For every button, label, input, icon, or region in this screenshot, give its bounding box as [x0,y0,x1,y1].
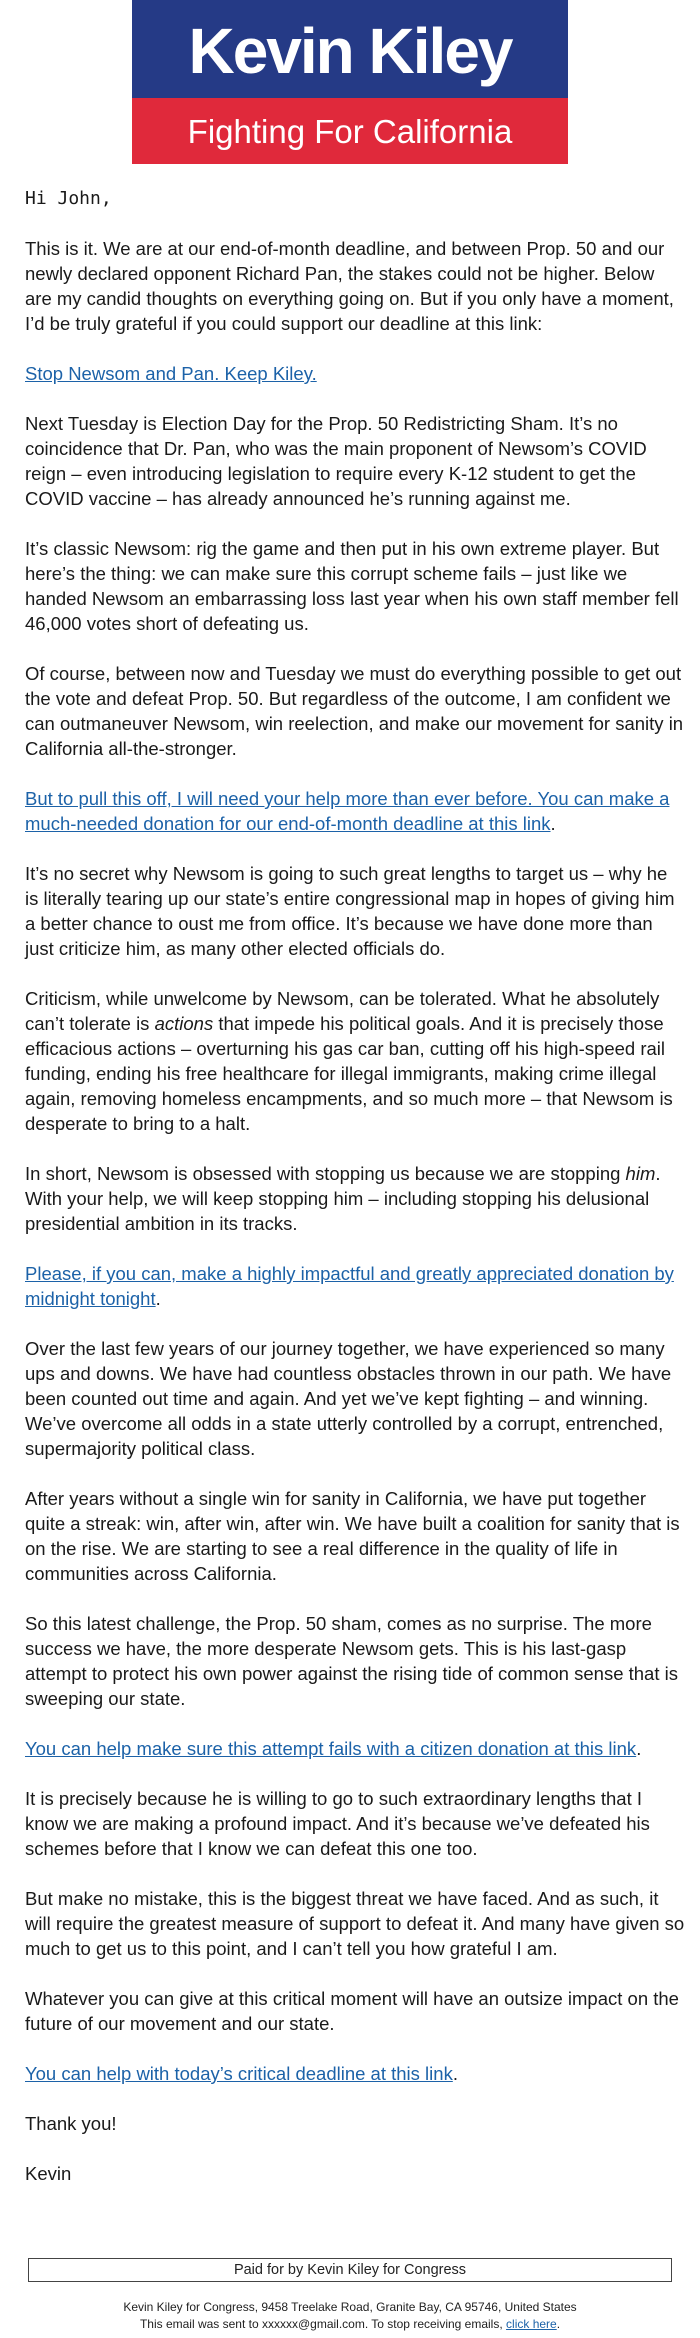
link-4-period: . [636,1738,642,1759]
greeting: Hi John, [25,188,112,209]
in-short-emphasis: him [625,1163,656,1184]
donate-link-critical-deadline[interactable]: You can help with today’s critical deadline at this link [25,2063,453,2084]
signature: Kevin [25,2163,72,2184]
footer-address: Kevin Kiley for Congress, 9458 Treelake Road, Granite Bay, CA 95746, United States [123,2300,577,2314]
paragraph-in-short [25,1161,685,1236]
paragraph-journey: Over the last few years of our journey together, we have experienced so many ups and downs. We have had countless obstacles thrown in our path. We have been counted out time and again. And yet we’ve kept fighting – and winning. We’ve overcome all odds in a state utterly controlled by a corrupt, entrenched, supermajority political class. [25,1338,672,1459]
criticism-text-c: that impede his political goals. And it is precisely those efficacious actions – overturning his gas car ban, cutting off his high-speed rail funding, ending his free healthcare for illegal immigrants, making crime illegal again, removing homeless encampments, and so much more – that Newsom is desperate to bring to a halt. [25,1013,673,1134]
in-short-text-a: In short, Newsom is obsessed with stopping us because we are stopping [25,1163,626,1184]
link-2-period: . [550,813,556,834]
paragraph-no-secret: It’s no secret why Newsom is going to such great lengths to target us – why he is literally tearing up our state’s entire congressional map in hopes of giving him a better chance to oust me from office. It’s because we have done more than just criticize him, as many other elected officials do. [25,863,675,959]
closing: Thank you! [25,2113,117,2134]
footer-sent-to: This email was sent to xxxxxx@gmail.com. To stop receiving emails, [139,2317,507,2331]
paragraph-link-1 [25,361,685,386]
paragraph-criticism [25,986,685,1136]
email-body [25,186,685,2211]
link-5-period: . [452,2063,458,2084]
paragraph-outsize-impact: Whatever you can give at this critical moment will have an outsize impact on the future of our movement and our state. [25,1988,679,2034]
paragraph-link-5 [25,2061,685,2086]
paid-for-disclaimer: Paid for by Kevin Kiley for Congress [28,2258,672,2282]
unsubscribe-link[interactable]: click here [506,2317,557,2331]
campaign-banner-logo [132,0,568,164]
link-3-period: . [155,1288,161,1309]
paragraph-link-3 [25,1261,685,1311]
paragraph-get-out-vote: Of course, between now and Tuesday we must do everything possible to get out the vote and defeat Prop. 50. But regardless of the outcome, I am confident we can outmaneuver Newsom, win reelection, and make our movement for sanity in California all-the-stronger. [25,663,684,759]
paragraph-classic-newsom: It’s classic Newsom: rig the game and then put in his own extreme player. But here’s the thing: we can make sure this corrupt scheme fails – just like we handed Newsom an embarrassing loss last year when his own staff member fell 46,000 votes short of defeating us. [25,538,679,634]
donate-link-stop-newsom[interactable]: Stop Newsom and Pan. Keep Kiley. [25,363,317,384]
donate-link-citizen[interactable]: You can help make sure this attempt fails with a citizen donation at this link [25,1738,637,1759]
criticism-emphasis: actions [154,1013,214,1034]
banner-name: Kevin Kiley [188,15,512,87]
paragraph-profound-impact: It is precisely because he is willing to go to such extraordinary lengths that I know we are making a profound impact. And it’s because we’ve defeated his schemes before that I know we can defeat this one too. [25,1788,650,1859]
footer-address-block [0,2299,700,2333]
paragraph-win-streak: After years without a single win for sanity in California, we have put together quite a streak: win, after win, after win. We have built a coalition for sanity that is on the rise. We are starting to see a real difference in the quality of life in communities across California. [25,1488,680,1584]
banner-tagline: Fighting For California [187,112,513,150]
in-short-text-c: . With your help, we will keep stopping him – including stopping his delusional presidential ambition in its tracks. [25,1163,661,1234]
paragraph-link-2 [25,786,685,836]
donate-link-end-of-month[interactable]: But to pull this off, I will need your help more than ever before. You can make a much-needed donation for our end-of-month deadline at this link [25,788,670,834]
banner-name-block [132,0,568,98]
paragraph-biggest-threat: But make no mistake, this is the biggest threat we have faced. And as such, it will require the greatest measure of support to defeat it. And many have given so much to get us to this point, and I can’t tell you how grateful I am. [25,1888,685,1959]
unsubscribe-period: . [556,2317,561,2331]
paragraph-election-day: Next Tuesday is Election Day for the Prop. 50 Redistricting Sham. It’s no coincidence that Dr. Pan, who was the main proponent of Newsom’s COVID reign – even introducing legislation to require every K-12 student to get the COVID vaccine – has already announced he’s running against me. [25,413,647,509]
banner-tagline-block [132,98,568,164]
paragraph-latest-challenge: So this latest challenge, the Prop. 50 sham, comes as no surprise. The more success we have, the more desperate Newsom gets. This is his last-gasp attempt to protect his own power against the rising tide of common sense that is sweeping our state. [25,1613,678,1709]
paragraph-intro: This is it. We are at our end-of-month deadline, and between Prop. 50 and our newly declared opponent Richard Pan, the stakes could not be higher. Below are my candid thoughts on everything going on. But if you only have a moment, I’d be truly grateful if you could support our deadline at this link: [25,238,674,334]
footer-unsubscribe-line [0,2316,700,2333]
paragraph-link-4 [25,1736,685,1761]
criticism-text-a: Criticism, while unwelcome by Newsom, can be tolerated. What he absolutely can’t tolerate is [25,988,660,1034]
donate-link-midnight[interactable]: Please, if you can, make a highly impactful and greatly appreciated donation by midnight tonight [25,1263,674,1309]
